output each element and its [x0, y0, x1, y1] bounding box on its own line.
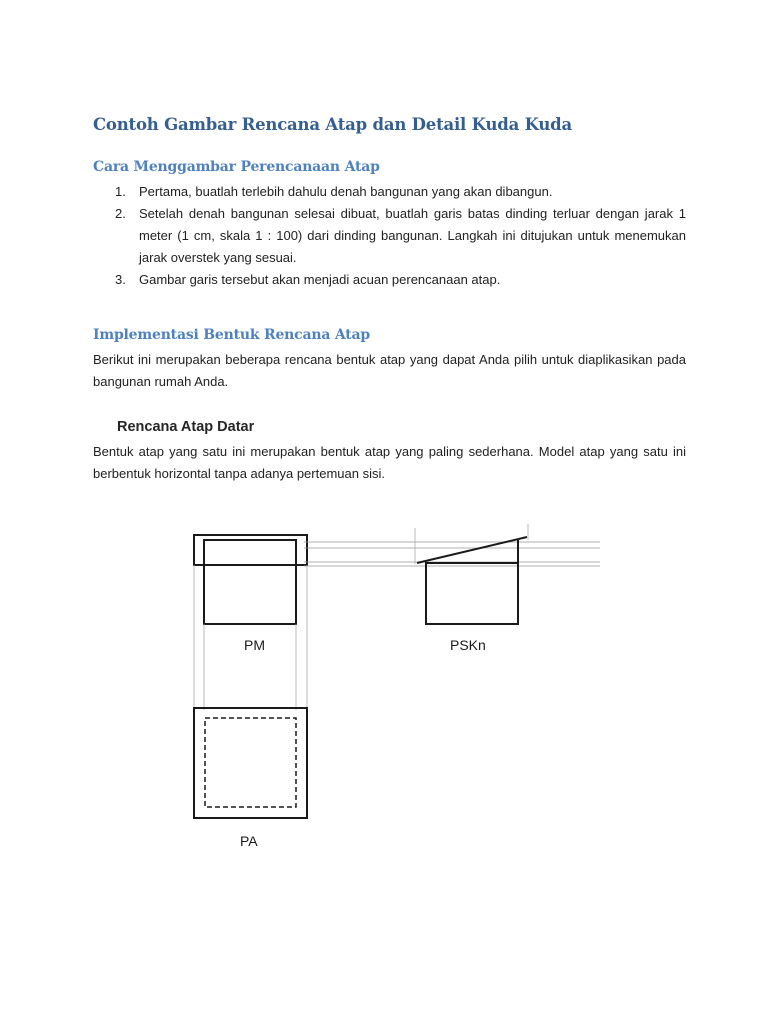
label-pa: PA: [240, 833, 258, 849]
label-pskn: PSKn: [450, 637, 486, 653]
pm-building-outline: [204, 540, 296, 624]
list-item-text: Pertama, buatlah terlebih dahulu denah bangunan yang akan dibangun.: [139, 184, 553, 199]
pskn-roof-slope: [417, 537, 527, 563]
pa-building-dashed-outline: [205, 718, 296, 807]
pskn-building-outline: [426, 563, 518, 624]
subsection-heading-atap-datar: Rencana Atap Datar: [117, 419, 255, 435]
implementasi-paragraph: Berikut ini merupakan beberapa rencana bentuk atap yang dapat Anda pilih untuk diaplikasikan pada bangunan rumah Anda.: [93, 352, 686, 389]
section-heading-implementasi: Implementasi Bentuk Rencana Atap: [93, 327, 371, 343]
list-item-text: Setelah denah bangunan selesai dibuat, buatlah garis batas dinding terluar dengan jarak 1 meter (1 cm, skala 1 : 100) dari dinding bangunan. Langkah ini ditujukan untuk menemukan jarak overstek yang sesuai.: [139, 206, 686, 265]
pa-overhang-outline: [194, 708, 307, 818]
list-item-number: 1.: [115, 184, 126, 199]
section-heading-cara-menggambar: Cara Menggambar Perencanaan Atap: [93, 159, 380, 175]
list-item-number: 2.: [115, 206, 126, 221]
list-item-text: Gambar garis tersebut akan menjadi acuan perencanaan atap.: [139, 272, 501, 287]
list-item-number: 3.: [115, 272, 126, 287]
label-pm: PM: [244, 637, 265, 653]
atap-datar-paragraph: Bentuk atap yang satu ini merupakan bentuk atap yang paling sederhana. Model atap yang satu ini berbentuk horizontal tanpa adanya pertemuan sisi.: [93, 444, 686, 481]
page-title: Contoh Gambar Rencana Atap dan Detail Kuda Kuda: [93, 115, 573, 134]
